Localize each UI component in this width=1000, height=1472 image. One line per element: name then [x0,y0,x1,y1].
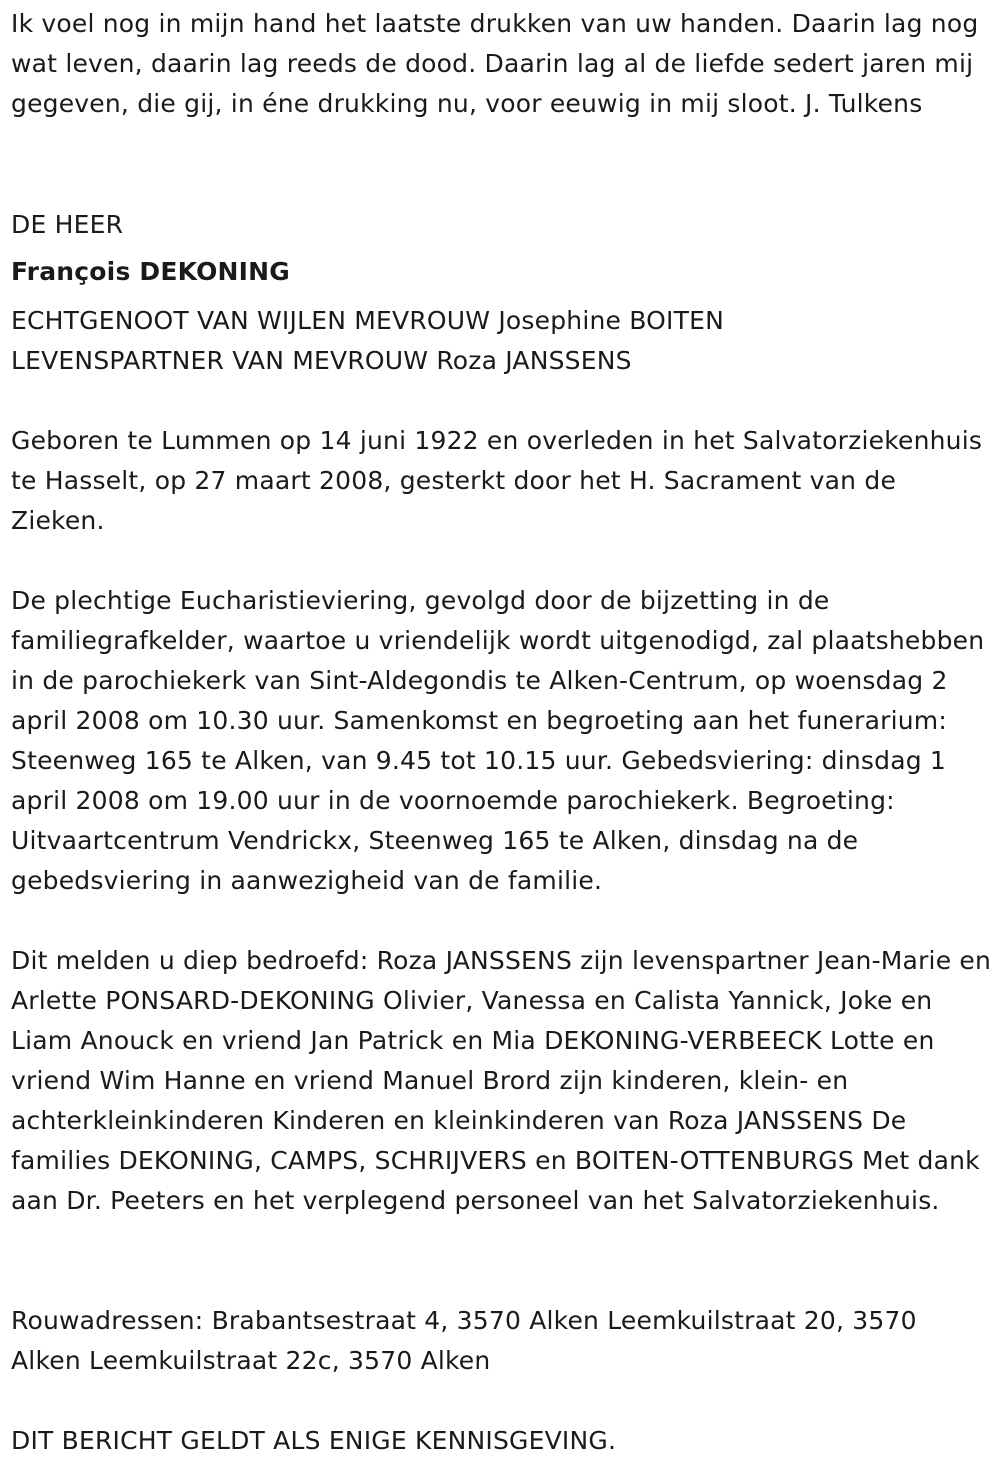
relation-partner: LEVENSPARTNER VAN MEVROUW Roza JANSSENS [11,346,632,375]
relation-spouse: ECHTGENOOT VAN WIJLEN MEVROUW Josephine BOITEN [11,306,724,335]
opening-quote: Ik voel nog in mijn hand het laatste drukken van uw handen. Daarin lag nog wat leven, daarin lag reeds de dood. Daarin lag al de liefde sedert jaren mij gegeven, die gij, in éne drukking nu, voor eeuwig in mij sloot. J. Tulkens [11,9,979,118]
deceased-name: François DEKONING [11,257,291,286]
birth-death-paragraph: Geboren te Lummen op 14 juni 1922 en overleden in het Salvatorziekenhuis te Hasselt, op 27 maart 2008, gesterkt door het H. Sacrament van de Zieken. [11,426,983,535]
ceremony-paragraph: De plechtige Eucharistieviering, gevolgd door de bijzetting in de familiegrafkelder, waartoe u vriendelijk wordt uitgenodigd, zal plaatshebben in de parochiekerk van Sint-Aldegondis te Alken-Centrum, op woensdag 2 april 2008 om 10.30 uur. Samenkomst en begroeting aan het funerarium: Steenweg 165 te Alken, van 9.45 tot 10.15 uur. Gebedsviering: dinsdag 1 april 2008 om 19.00 uur in de voornoemde parochiekerk. Begroeting: Uitvaartcentrum Vendrickx, Steenweg 165 te Alken, dinsdag na de gebedsviering in aanwezigheid van de familie. [11,586,985,895]
closing-notice: DIT BERICHT GELDT ALS ENIGE KENNISGEVING. [11,1426,617,1455]
addresses-paragraph: Rouwadressen: Brabantsestraat 4, 3570 Alken Leemkuilstraat 20, 3570 Alken Leemkuilstraat 22c, 3570 Alken [11,1306,917,1375]
title-heading: DE HEER [11,210,124,239]
relations-list [11,301,724,381]
announcement-paragraph: Dit melden u diep bedroefd: Roza JANSSENS zijn levenspartner Jean-Marie en Arlette PONSARD-DEKONING Olivier, Vanessa en Calista Yannick, Joke en Liam Anouck en vriend Jan Patrick en Mia DEKONING-VERBEECK Lotte en vriend Wim Hanne en vriend Manuel Brord zijn kinderen, klein- en achterkleinkinderen Kinderen en kleinkinderen van Roza JANSSENS De families DEKONING, CAMPS, SCHRIJVERS en BOITEN-OTTENBURGS Met dank aan Dr. Peeters en het verplegend personeel van het Salvatorziekenhuis. [11,946,992,1215]
